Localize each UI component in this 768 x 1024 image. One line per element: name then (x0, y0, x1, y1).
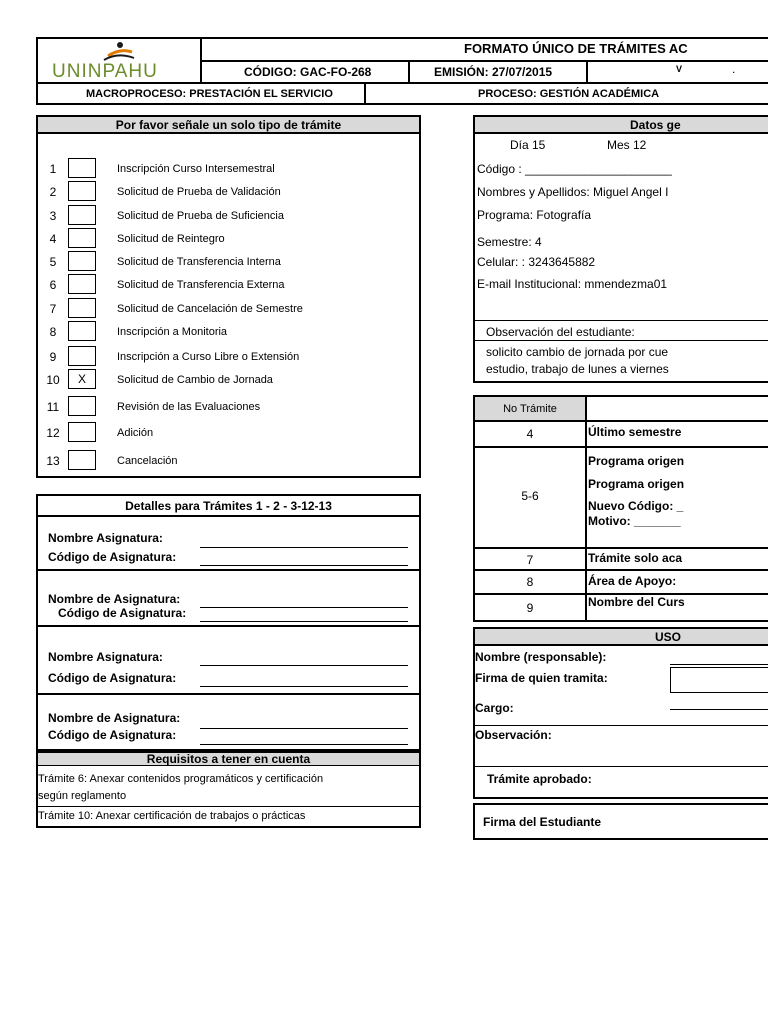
tramite-number: 3 (49, 209, 57, 223)
tramite-row-text: Área de Apoyo: (588, 574, 677, 588)
tramite-checkbox[interactable] (68, 228, 96, 248)
proceso: PROCESO: GESTIÓN ACADÉMICA (478, 88, 660, 100)
header-divider-codigo (408, 60, 410, 83)
datos-observacion-1[interactable]: solicito cambio de jornada por cue (486, 345, 669, 359)
detalles-nombre-3-line[interactable] (200, 665, 408, 666)
tramite-checkbox[interactable] (68, 181, 96, 201)
tramite-checkbox[interactable] (68, 274, 96, 294)
tramite-checkbox[interactable] (68, 298, 96, 318)
tramite-checkbox[interactable] (68, 321, 96, 341)
detalles-sep-2 (36, 625, 421, 627)
tramite-number: 10 (46, 373, 60, 387)
detalles-sep-0 (36, 515, 421, 517)
tramite-label: Solicitud de Reintegro (117, 233, 225, 245)
uso-title-bar (475, 629, 768, 646)
tramite-checkbox[interactable] (68, 158, 96, 178)
tramite-row-sep-1 (473, 446, 768, 448)
tramite-checkbox[interactable] (68, 422, 96, 442)
uso-nombre: Nombre (responsable): (475, 650, 607, 664)
tramite-label: Solicitud de Prueba de Validación (117, 186, 281, 198)
macroproceso: MACROPROCESO: PRESTACIÓN EL SERVICIO (86, 88, 333, 100)
datos-box (473, 115, 768, 383)
tramite-row-num: 9 (526, 601, 534, 615)
uso-cargo-line[interactable] (670, 709, 768, 710)
requisitos-line1a: Trámite 6: Anexar contenidos programáticos y certificación (38, 773, 324, 785)
tramite-number: 7 (49, 302, 57, 316)
datos-programa[interactable]: Programa: Fotografía (477, 208, 592, 222)
requisitos-title: Requisitos a tener en cuenta (146, 752, 311, 766)
datos-celular[interactable]: Celular: : 3243645882 (477, 255, 596, 269)
detalles-nombre-3: Nombre Asignatura: (48, 650, 163, 664)
detalles-codigo-2-line[interactable] (200, 621, 408, 622)
tramites-title: Por favor señale un solo tipo de trámite (115, 118, 342, 132)
form-code: CÓDIGO: GAC-FO-268 (244, 65, 372, 79)
uso-sep-obs (473, 725, 768, 726)
tramite-row-text: Trámite solo aca (588, 551, 683, 565)
header-divider-row2 (36, 82, 768, 84)
tramite-row-sep-3 (473, 569, 768, 571)
tramite-checkbox[interactable]: X (68, 369, 96, 389)
detalles-codigo-4: Código de Asignatura: (48, 728, 177, 742)
datos-observacion-label: Observación del estudiante: (486, 325, 635, 339)
tramite-row-sep-2 (473, 547, 768, 549)
datos-title: Datos ge (630, 118, 681, 132)
header-divider-row (200, 60, 768, 62)
header-divider-emision (586, 60, 588, 83)
tramite-label: Inscripción Curso Intersemestral (117, 163, 275, 175)
tramite-label: Revisión de las Evaluaciones (117, 401, 261, 413)
tramite-checkbox[interactable] (68, 346, 96, 366)
datos-sep-obs (475, 320, 768, 321)
tramite-label: Solicitud de Cancelación de Semestre (117, 303, 303, 315)
tramite-number: 4 (49, 232, 57, 246)
detalles-nombre-2-line[interactable] (200, 607, 408, 608)
tramite-table-header: No Trámite (503, 403, 557, 415)
detalles-codigo-1: Código de Asignatura: (48, 550, 177, 564)
uso-observacion: Observación: (475, 728, 552, 742)
tramite-label: Solicitud de Prueba de Suficiencia (117, 210, 284, 222)
detalles-nombre-1-line[interactable] (200, 547, 408, 548)
tramite-row-num: 5-6 (521, 489, 539, 503)
detalles-codigo-1-line[interactable] (200, 565, 408, 566)
requisitos-line2: Trámite 10: Anexar certificación de trabajos o prácticas (38, 810, 306, 822)
tramite-number: 12 (46, 426, 60, 440)
tramite-row-num: 7 (526, 553, 534, 567)
detalles-codigo-3: Código de Asignatura: (48, 671, 177, 685)
datos-mes: Mes 12 (607, 138, 647, 152)
tramite-label: Inscripción a Curso Libre o Extensión (117, 351, 300, 363)
detalles-nombre-4-line[interactable] (200, 728, 408, 729)
tramite-label: Solicitud de Transferencia Interna (117, 256, 281, 268)
tramite-label: Adición (117, 427, 154, 439)
detalles-codigo-3-line[interactable] (200, 686, 408, 687)
uso-firma-field[interactable] (670, 667, 768, 693)
form-title: FORMATO ÚNICO DE TRÁMITES AC (464, 41, 688, 56)
uso-aprobado: Trámite aprobado: (487, 772, 592, 786)
tramite-number: 13 (46, 454, 60, 468)
tramite-row-text: Nombre del Curs (588, 595, 685, 609)
tramite-row-num: 8 (526, 575, 534, 589)
tramite-row-text: Último semestre (588, 425, 682, 439)
detalles-title: Detalles para Trámites 1 - 2 - 3-12-13 (125, 499, 332, 513)
tramite-label: Solicitud de Transferencia Externa (117, 279, 285, 291)
uso-nombre-line[interactable] (670, 664, 768, 665)
tramite-number: 11 (46, 400, 60, 414)
datos-email[interactable]: E-mail Institucional: mmendezma01 (477, 277, 668, 291)
detalles-nombre-2: Nombre de Asignatura: (48, 592, 181, 606)
firma-estudiante: Firma del Estudiante (483, 815, 602, 829)
uso-cargo: Cargo: (475, 701, 514, 715)
tramite-label: Solicitud de Cambio de Jornada (117, 374, 273, 386)
tramite-checkbox[interactable] (68, 205, 96, 225)
logo-text: UNINPAHU (52, 61, 158, 82)
datos-sep-obs2 (475, 340, 768, 341)
tramite-number: 5 (49, 255, 57, 269)
detalles-sep-1 (36, 569, 421, 571)
tramite-label: Inscripción a Monitoria (117, 326, 228, 338)
requisitos-line1b: según reglamento (38, 790, 127, 802)
form-emission: EMISIÓN: 27/07/2015 (434, 65, 553, 79)
datos-dia: Día 15 (510, 138, 546, 152)
tramite-number: 9 (49, 350, 57, 364)
uso-firma: Firma de quien tramita: (475, 671, 608, 685)
detalles-nombre-1: Nombre Asignatura: (48, 531, 163, 545)
tramite-number: 2 (49, 185, 57, 199)
header-divider-macro (364, 82, 366, 105)
tramite-checkbox[interactable] (68, 396, 96, 416)
uso-title: USO (655, 630, 682, 644)
tramite-label: Cancelación (117, 455, 178, 467)
edge-mark: . (732, 62, 736, 76)
tramite-table-col-divider (585, 395, 587, 622)
logo (44, 40, 194, 82)
datos-codigo[interactable]: Código : ______________________ (477, 162, 672, 176)
tramite-number: 8 (49, 325, 57, 339)
detalles-sep-3 (36, 693, 421, 695)
tramite-checkbox[interactable] (68, 251, 96, 271)
tramite-row-text[interactable]: Nuevo Código: _ (588, 499, 684, 513)
detalles-codigo-2: Código de Asignatura: (58, 606, 187, 620)
datos-semestre[interactable]: Semestre: 4 (477, 235, 542, 249)
tramite-row-sep-0 (473, 420, 768, 422)
tramite-row-text[interactable]: Motivo: _______ (588, 514, 681, 528)
tramite-number: 6 (49, 278, 57, 292)
detalles-nombre-4: Nombre de Asignatura: (48, 711, 181, 725)
tramite-row-num: 4 (526, 427, 534, 441)
tramite-checkbox[interactable] (68, 450, 96, 470)
requisitos-sep (36, 806, 421, 807)
uso-sep-aprobado (473, 766, 768, 767)
form-version: V (676, 64, 683, 74)
datos-nombres[interactable]: Nombres y Apellidos: Miguel Angel I (477, 185, 669, 199)
tramite-number: 1 (49, 162, 57, 176)
datos-title-bar (475, 117, 768, 134)
detalles-codigo-4-line[interactable] (200, 744, 408, 745)
datos-observacion-2[interactable]: estudio, trabajo de lunes a viernes (486, 362, 669, 376)
tramite-row-text: Programa origen (588, 454, 685, 468)
tramite-row-text: Programa origen (588, 477, 685, 491)
